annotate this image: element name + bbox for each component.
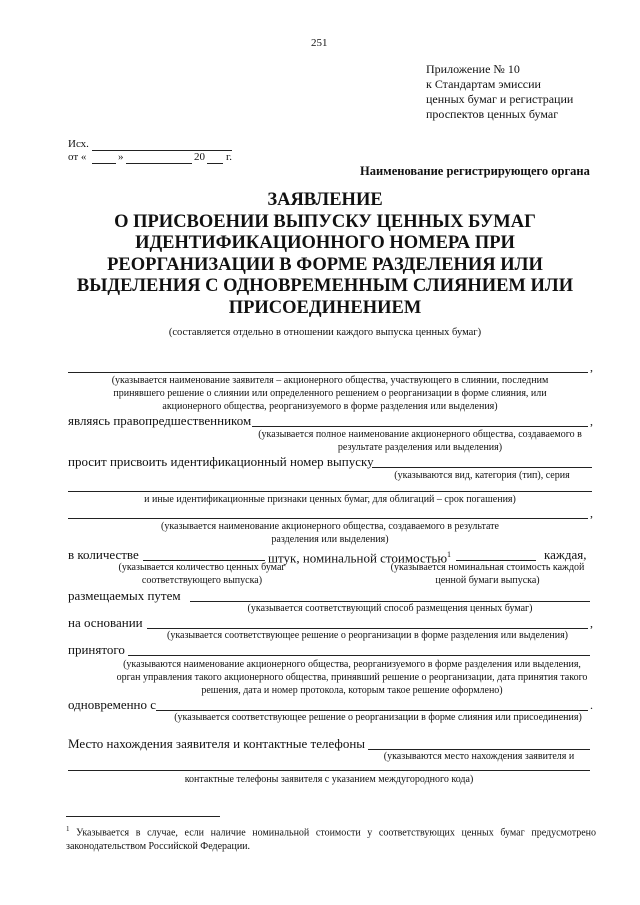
request-field[interactable] [372,467,592,468]
simultaneous-field[interactable] [156,710,588,711]
placement-hint: (указывается соответствующий способ размещения ценных бумаг) [247,603,533,614]
date-month-field[interactable] [126,163,192,164]
adopted-label: принятого [68,642,125,657]
applicant-field[interactable] [68,372,588,373]
adopted-hint: (указываются наименование акционерного общества, реорганизуемого в форме разделения или выделения, орган управления такого акционерного общества, принявший решение о реорганизации, дата принятия такого решения, дата и номер протокола, которым такое решение оформлено) [116,659,588,696]
title-line: РЕОРГАНИЗАЦИИ В ФОРМЕ РАЗДЕЛЕНИЯ ИЛИ [107,254,543,275]
created-company-field[interactable] [68,518,588,519]
placement-label: размещаемых путем [68,588,181,603]
predecessor-hint: (указывается полное наименование акционерного общества, создаваемого в результате разделения или выделения) [258,429,582,453]
footnote-text: Указывается в случае, если наличие номинальной стоимости у соответствующих ценных бумаг предусмотрено законодательством Российской Федерации. [66,827,597,853]
location-hint: (указываются место нахождения заявителя и [383,751,575,762]
footnote-separator [66,816,220,817]
request-hint-2: и иные идентификационные признаки ценных бумаг, для облигаций – срок погашения) [144,494,516,505]
document-title [40,190,610,319]
date-year-field[interactable] [207,163,223,164]
year-prefix-label: 20 [194,151,205,163]
comma: , [590,616,593,630]
comma: , [590,360,593,374]
title-note: (составляется отдельно в отношении каждого выпуска ценных бумаг) [168,327,482,338]
date-from-label: от « [68,151,87,163]
location-hint-2: контактные телефоны заявителя с указанием междугородного кода) [184,774,474,785]
basis-hint: (указывается соответствующее решение о реорганизации в форме разделения или выделения) [167,630,568,641]
appendix-line: к Стандартам эмиссии [426,77,541,91]
location-field[interactable] [368,749,590,750]
nominal-hint: (указывается номинальная стоимость каждой ценной бумаги выпуска) [390,562,585,586]
footnote [66,822,596,854]
title-line: ПРИСОЕДИНЕНИЕМ [228,297,422,318]
title-line: ИДЕНТИФИКАЦИОННОГО НОМЕРА ПРИ [135,233,515,253]
page-number: 251 [311,37,328,49]
footnote-ref: 1 [447,550,452,559]
location-field-2[interactable] [68,770,590,771]
basis-field[interactable] [147,628,588,629]
predecessor-field[interactable] [252,426,588,427]
date-day-field[interactable] [92,163,116,164]
request-field-2[interactable] [68,491,592,492]
appendix-line: проспектов ценных бумаг [426,107,559,121]
title-line: ВЫДЕЛЕНИЯ С ОДНОВРЕМЕННЫМ СЛИЯНИЕМ ИЛИ [76,276,574,296]
period: . [590,698,593,712]
request-hint: (указываются вид, категория (тип), серия [394,470,570,481]
placement-field[interactable] [190,601,590,602]
basis-label: на основании [68,615,143,630]
appendix-line: Приложение № 10 [426,62,520,76]
quantity-hint: (указывается количество ценных бумаг соответствующего выпуска) [118,562,286,586]
adopted-field[interactable] [128,655,590,656]
comma: , [590,414,593,428]
predecessor-label: являясь правопредшественником [68,413,252,428]
title-line: О ПРИСВОЕНИИ ВЫПУСКУ ЦЕННЫХ БУМАГ [114,211,536,232]
simultaneous-hint: (указывается соответствующее решение о реорганизации в форме слияния или присоединения) [174,712,582,723]
date-mid-label: » [118,151,124,163]
outgoing-ref-field[interactable] [92,150,232,151]
footnote-mark: 1 [66,825,70,833]
simultaneous-label: одновременно с [68,697,157,712]
outgoing-ref-label: Исх. [68,138,89,150]
request-label: просит присвоить идентификационный номер выпуску [68,454,374,469]
registering-authority: Наименование регистрирующего органа [360,164,590,178]
created-company-hint: (указывается наименование акционерного общества, создаваемого в результате разделения или выделения) [161,521,499,545]
each-label: каждая, [544,547,587,562]
location-label: Место нахождения заявителя и контактные телефоны [68,736,366,751]
appendix-line: ценных бумаг и регистрации [426,92,574,106]
title-line: ЗАЯВЛЕНИЕ [267,190,383,210]
pieces-label: штук, номинальной стоимостью$^1$ [268,550,452,566]
applicant-hint: (указывается наименование заявителя – акционерного общества, участвующего в слиянии, последним принявшего решение о слиянии или определенного решением о реорганизации в форме слияния, или акционерного общества, реорганизуемого в форме разделения или выделения) [111,375,549,412]
quantity-label: в количестве [68,547,139,562]
comma: , [590,506,593,520]
year-suffix-label: г. [226,151,233,163]
